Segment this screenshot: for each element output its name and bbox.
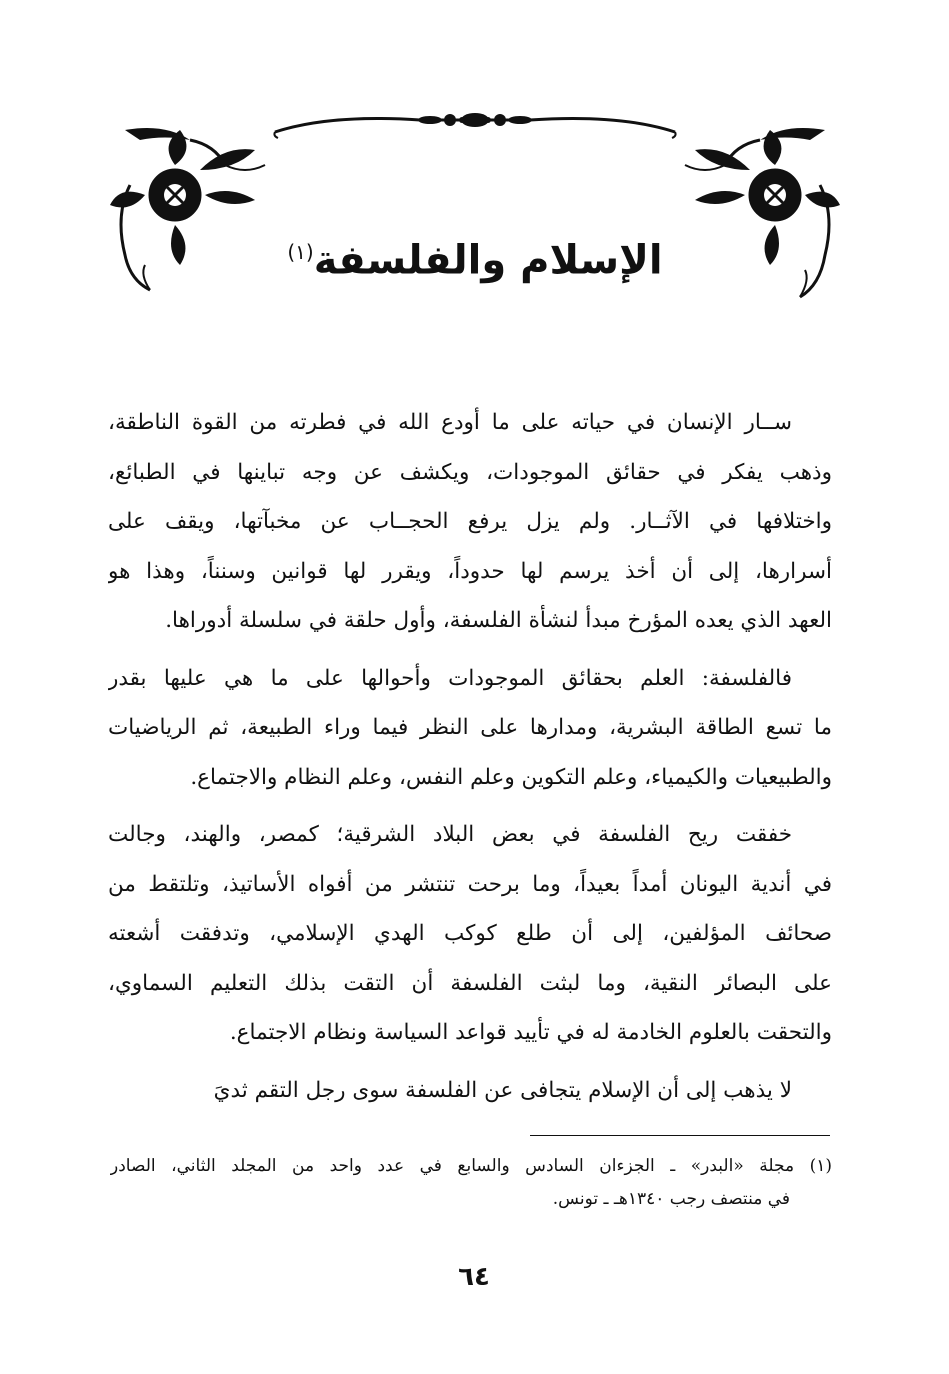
chapter-title-text: الإسلام والفلسفة — [313, 237, 663, 284]
text-line: أسرارها، إلى أن أخذ يرسم لها حدوداً، ويقرر لها قوانين وسنناً، وهذا هو — [108, 558, 832, 584]
text-line: والطبيعيات والكيمياء، وعلم التكوين وعلم النفس، وعلم النظام والاجتماع. — [190, 764, 832, 790]
text-line: العهد الذي يعده المؤرخ مبدأ لنشأة الفلسفة، وأول حلقة في سلسلة أدوراها. — [165, 608, 832, 633]
text-line: وذهب يفكر في حقائق الموجودات، ويكشف عن وجه تباينها في الطبائع، — [108, 459, 832, 485]
text-line: لا يذهب إلى أن الإسلام يتجافى عن الفلسفة سوى رجل التقم ثديَ — [213, 1077, 792, 1103]
footnote-line: في منتصف رجب ١٣٤٠هـ ـ تونس. — [552, 1189, 790, 1209]
text-line: على البصائر النقية، وما لبثت الفلسفة أن التقت بذلك التعليم السماوي، — [108, 970, 832, 996]
paragraph-1 — [108, 398, 832, 646]
title-footnote-marker: (١) — [287, 240, 314, 264]
text-line: خفقت ريح الفلسفة في بعض البلاد الشرقية؛ كمصر، والهند، وجالت — [108, 822, 792, 847]
text-line: في أندية اليونان أمداً بعيداً، وما برحت تنتشر من أفواه الأساتيذ، وتلتقط من — [108, 871, 832, 897]
top-ornament — [270, 100, 680, 150]
text-line: ســار الإنسان في حياته على ما أودع الله في فطرته من القوة الناطقة، — [108, 410, 792, 435]
text-line: صحائف المؤلفين، إلى أن طلع كوكب الهدي الإسلامي، وتدفقت أشعته — [108, 921, 832, 946]
footnote — [110, 1150, 832, 1216]
body-text — [108, 398, 832, 1123]
text-line: ما تسع الطاقة البشرية، ومدارها على النظر فيما وراء الطبيعة، ثم الرياضيات — [108, 715, 832, 740]
text-line: فالفلسفة: العلم بحقائق الموجودات وأحوالها على ما هي عليها بقدر — [108, 665, 792, 691]
footnote-line: (١) مجلة «البدر» ـ الجزءان السادس والسابع في عدد واحد من المجلد الثاني، الصادر — [110, 1156, 832, 1176]
paragraph-2 — [108, 654, 832, 803]
text-line: والتحقت بالعلوم الخادمة له في تأييد قواعد السياسة ونظام الاجتماع. — [229, 1020, 832, 1045]
chapter-title — [250, 222, 700, 290]
footnote-divider — [530, 1135, 830, 1136]
text-line: واختلافها في الآثــار. ولم يزل يرفع الحجــاب عن مخبآتها، ويقف على — [108, 509, 832, 534]
page-number: ٦٤ — [458, 1262, 490, 1292]
paragraph-4 — [108, 1066, 832, 1116]
paragraph-3 — [108, 810, 832, 1058]
